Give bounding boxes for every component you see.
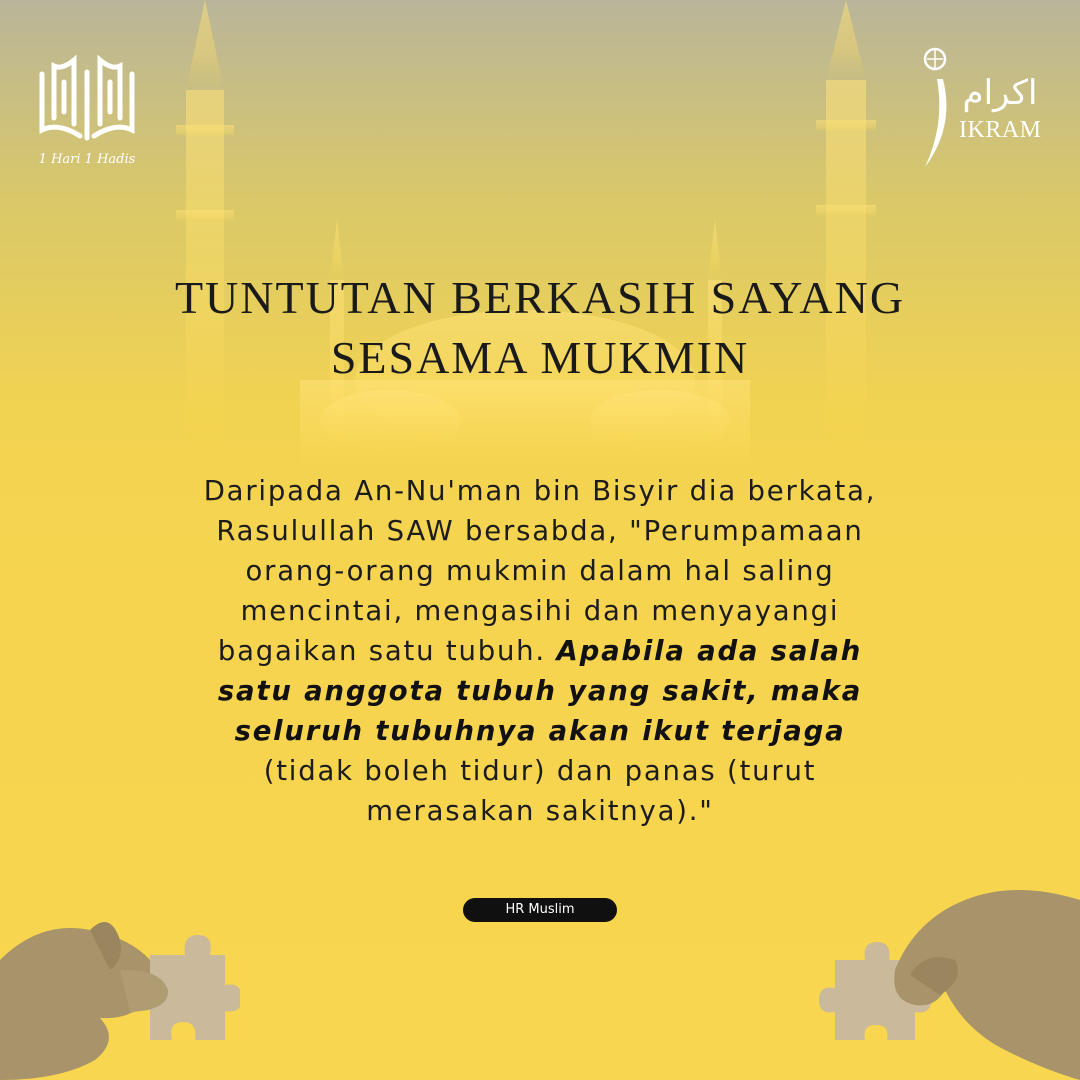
hadith-emphasis: Apabila ada salah: [556, 635, 863, 667]
hadith-line: bagaikan satu tubuh.: [217, 635, 546, 667]
right-hand-puzzle-image: [815, 880, 1080, 1080]
hadith-line: mencintai, mengasihi dan menyayangi: [240, 595, 840, 627]
one-day-one-hadith-logo: [28, 52, 148, 182]
right-logo-text: IKRAM: [959, 117, 1042, 143]
title-line-2: SESAMA MUKMIN: [330, 332, 750, 383]
title-line-1: TUNTUTAN BERKASIH SAYANG: [174, 272, 906, 323]
left-hand-puzzle-image: [0, 900, 240, 1080]
hadith-emphasis: satu anggota tubuh yang sakit, maka: [217, 675, 863, 707]
hadith-line: orang-orang mukmin dalam hal saling: [245, 555, 835, 587]
hadith-emphasis: seluruh tubuhnya akan ikut terjaga: [234, 715, 846, 747]
page-title: [0, 268, 1080, 388]
hadith-line: (tidak boleh tidur) dan panas (turut: [263, 755, 817, 787]
ikram-logo: [915, 45, 1050, 175]
hadith-text: [110, 471, 970, 831]
right-logo-arabic: اكرام: [962, 73, 1038, 113]
globe-swoosh-icon: [915, 45, 955, 170]
hadith-line: Rasulullah SAW bersabda, "Perumpamaan: [216, 515, 864, 547]
source-badge: HR Muslim: [463, 898, 617, 922]
left-logo-text: 1 Hari 1 Hadis: [38, 152, 136, 167]
open-book-icon: [28, 52, 146, 147]
hadith-line: merasakan sakitnya).": [366, 795, 714, 827]
hadith-line: Daripada An-Nu'man bin Bisyir dia berkata,: [203, 475, 877, 507]
